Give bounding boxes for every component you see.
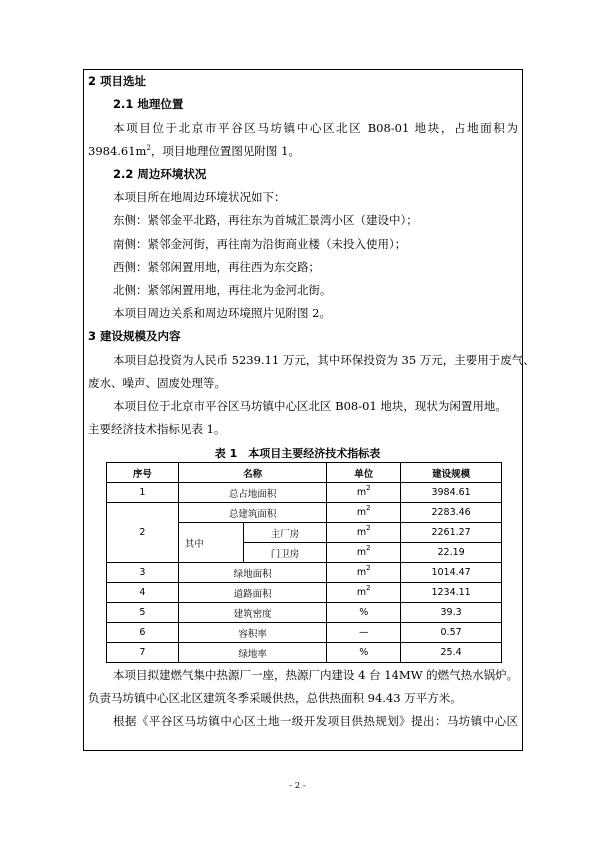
location-text-line-1: 本项目位于北京市平谷区马坊镇中心区北区 B08-01 地块，占地面积为: [113, 121, 518, 135]
section-2-2-heading: 2.2 周边环境状况: [113, 167, 207, 181]
row-name: 绿地面积: [178, 563, 327, 583]
table-row: [107, 483, 502, 503]
table-row: [107, 503, 502, 523]
table-row: [107, 623, 502, 643]
row-value: 39.3: [401, 603, 502, 623]
row-value: 25.4: [401, 643, 502, 663]
row-value: 0.57: [401, 623, 502, 643]
row-value: 2283.46: [401, 503, 502, 523]
page-number: - 2 -: [289, 781, 306, 791]
row-value: 22.19: [401, 543, 502, 563]
row-sub-label: 其中: [178, 523, 243, 563]
row-no: 7: [107, 643, 179, 663]
header-no: 序号: [107, 463, 179, 483]
row-value: 1014.47: [401, 563, 502, 583]
env-north: 北侧：紧邻闲置用地，再往北为金河北街。: [113, 283, 332, 297]
row-no: 5: [107, 603, 179, 623]
row-name: 主厂房: [243, 523, 327, 543]
env-west: 西侧：紧邻闲置用地，再往西为东交路；: [113, 260, 320, 274]
row-unit: $m^2$: [327, 543, 401, 563]
table-row: [107, 563, 502, 583]
table-caption: 表 1 本项目主要经济技术指标表: [214, 447, 381, 460]
heat-source-line-2: 负责马坊镇中心区北区建筑冬季采暖供热，总供热面积 94.43 万平方米。: [88, 691, 462, 705]
header-scale: 建设规模: [401, 463, 502, 483]
header-unit: 单位: [327, 463, 401, 483]
table-row: [107, 643, 502, 663]
superscript: 2: [146, 144, 151, 152]
investment-line-1: 本项目总投资为人民币 5239.11 万元，其中环保投资为 35 万元，主要用于废气、: [113, 353, 535, 367]
row-name: 容积率: [178, 623, 327, 643]
env-south: 南侧：紧邻金河街，再往南为沿街商业楼（未投入使用）；: [113, 237, 407, 251]
row-unit: $m^2$: [327, 583, 401, 603]
header-name: 名称: [178, 463, 327, 483]
row-name: 总建筑面积: [178, 503, 327, 523]
row-no: 2: [107, 503, 179, 563]
row-no: 3: [107, 563, 179, 583]
investment-line-2: 废水、噪声、固废处理等。: [88, 376, 226, 390]
row-unit: $m^2$: [327, 503, 401, 523]
row-unit: %: [327, 643, 401, 663]
row-unit: %: [327, 603, 401, 623]
row-unit: $m^2$: [327, 523, 401, 543]
section-2-heading: 2 项目选址: [88, 74, 147, 88]
site-line-2: 主要经济技术指标见表 1。: [88, 422, 226, 436]
section-2-1-heading: 2.1 地理位置: [113, 97, 184, 111]
heating-plan-line: 根据《平谷区马坊镇中心区土地一级开发项目供热规划》提出：马坊镇中心区: [113, 714, 518, 728]
table-row: [107, 583, 502, 603]
row-value: 2261.27: [401, 523, 502, 543]
row-name: 建筑密度: [178, 603, 327, 623]
row-no: 6: [107, 623, 179, 643]
indicator-table: [106, 462, 502, 663]
site-line-1: 本项目位于北京市平谷区马坊镇中心区北区 B08-01 地块，现状为闲置用地。: [113, 399, 507, 413]
row-value: 3984.61: [401, 483, 502, 503]
location-text-line-2: $3984.61m^2$，项目地理位置图见附图 1。: [88, 144, 300, 158]
row-value: 1234.11: [401, 583, 502, 603]
env-photo-ref: 本项目周边关系和周边环境照片见附图 2。: [113, 306, 331, 320]
row-no: 4: [107, 583, 179, 603]
table-row: [107, 603, 502, 623]
row-no: 1: [107, 483, 179, 503]
row-unit: $m^2$: [327, 483, 401, 503]
row-name: 道路面积: [178, 583, 327, 603]
section-3-heading: 3 建设规模及内容: [88, 329, 181, 343]
row-name: 总占地面积: [178, 483, 327, 503]
row-unit: $m^2$: [327, 563, 401, 583]
row-name: 门卫房: [243, 543, 327, 563]
env-east: 东侧：紧邻金平北路，再往东为首城汇景湾小区（建设中）；: [113, 213, 418, 227]
table-header-row: [107, 463, 502, 483]
row-unit: —: [327, 623, 401, 643]
env-intro: 本项目所在地周边环境状况如下：: [113, 190, 286, 204]
heat-source-line-1: 本项目拟建燃气集中热源厂一座，热源厂内建设 4 台 14MW 的燃气热水锅炉。: [113, 668, 519, 682]
row-name: 绿地率: [178, 643, 327, 663]
